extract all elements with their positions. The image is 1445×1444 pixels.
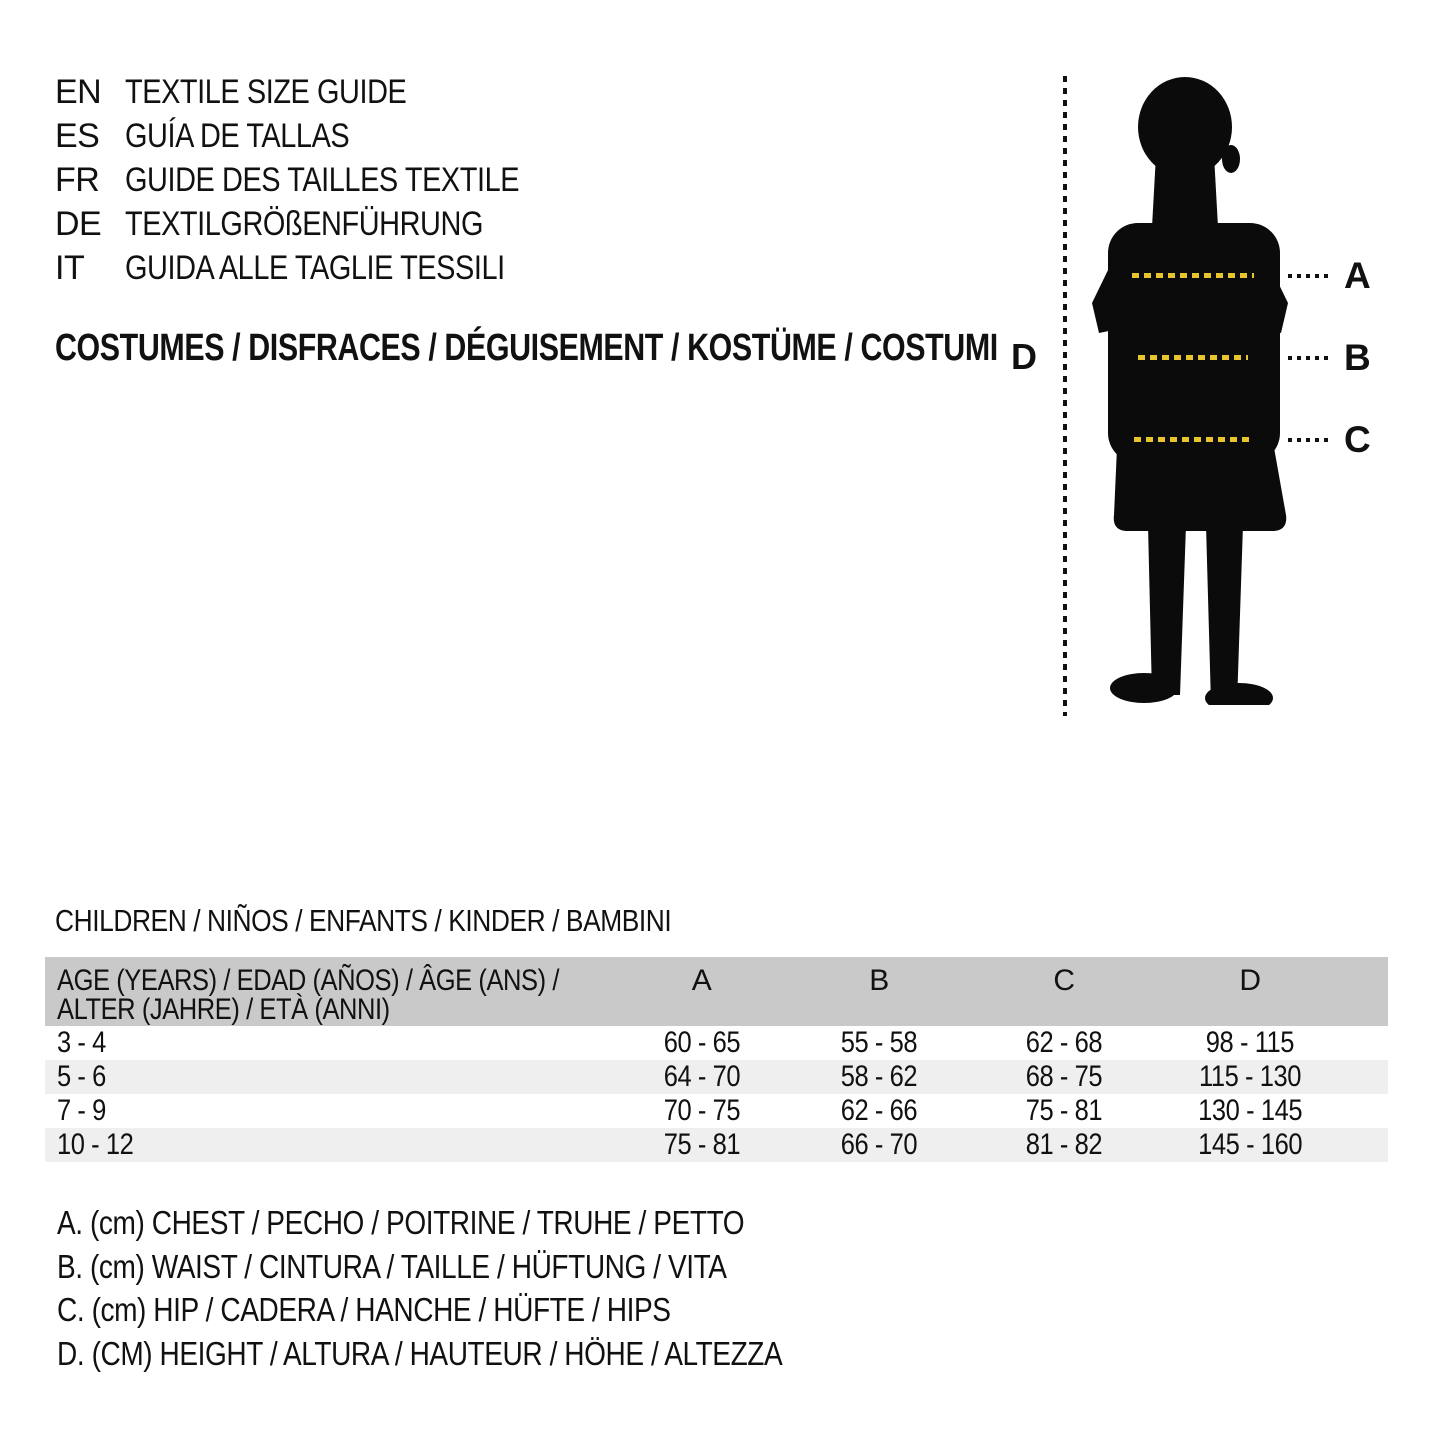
- height-cell: 130 - 145: [1198, 1094, 1302, 1127]
- language-code: DE: [55, 205, 102, 243]
- hip-cell: 75 - 81: [1025, 1094, 1103, 1127]
- table-header-row: [45, 957, 1388, 1026]
- age-cell: 3 - 4: [57, 1026, 106, 1059]
- category-title: COSTUMES / DISFRACES / DÉGUISEMENT / KOSTÜME / COSTUMI: [55, 327, 998, 369]
- language-title: GUÍA DE TALLAS: [125, 117, 350, 155]
- age-column-header: AGE (YEARS) / EDAD (AÑOS) / ÂGE (ANS) / ALTER (JAHRE) / ETÀ (ANNI): [57, 964, 560, 1026]
- age-cell: 7 - 9: [57, 1094, 106, 1127]
- column-header-d: D: [1239, 964, 1261, 997]
- language-title: GUIDA ALLE TAGLIE TESSILI: [125, 249, 505, 287]
- language-code: ES: [55, 117, 100, 155]
- height-cell: 145 - 160: [1198, 1128, 1302, 1161]
- waist-cell: 62 - 66: [840, 1094, 918, 1127]
- height-measure-label: D: [1011, 336, 1037, 377]
- language-row-fr: [55, 158, 589, 202]
- waist-measure-label: B: [1344, 337, 1371, 378]
- language-title-list: [55, 70, 589, 290]
- hip-measure-line: [1134, 437, 1254, 442]
- chest-connector-line: [1288, 274, 1332, 278]
- language-title: GUIDE DES TAILLES TEXTILE: [125, 161, 520, 199]
- chest-measure-line: [1132, 273, 1254, 278]
- waist-measure-line: [1138, 355, 1248, 360]
- age-cell: 5 - 6: [57, 1060, 106, 1093]
- chest-cell: 75 - 81: [663, 1128, 740, 1161]
- language-title: TEXTILGRÖßENFÜHRUNG: [125, 205, 484, 243]
- column-header-b: B: [869, 964, 889, 997]
- chest-cell: 60 - 65: [663, 1026, 740, 1059]
- chest-measure-label: A: [1344, 255, 1371, 296]
- hip-connector-line: [1288, 438, 1332, 442]
- table-row: [45, 1026, 1388, 1060]
- chest-cell: 70 - 75: [663, 1094, 740, 1127]
- hip-measure-label: C: [1344, 419, 1371, 460]
- legend-item-chest: A. (cm) CHEST / PECHO / POITRINE / TRUHE / PETTO: [57, 1204, 745, 1241]
- language-row-it: [55, 246, 589, 290]
- column-header-a: A: [691, 964, 712, 997]
- language-code: IT: [55, 249, 85, 287]
- legend-item-hip: C. (cm) HIP / CADERA / HANCHE / HÜFTE / HIPS: [57, 1291, 671, 1329]
- language-row-en: [55, 70, 589, 114]
- height-dotted-line: [1063, 76, 1067, 716]
- hip-cell: 68 - 75: [1025, 1060, 1103, 1093]
- height-cell: 115 - 130: [1198, 1060, 1302, 1093]
- child-silhouette: [1090, 75, 1290, 705]
- table-row: [45, 1128, 1388, 1162]
- age-cell: 10 - 12: [57, 1128, 134, 1161]
- waist-cell: 55 - 58: [840, 1026, 918, 1059]
- chest-cell: 64 - 70: [663, 1060, 740, 1093]
- waist-connector-line: [1288, 356, 1332, 360]
- measurement-legend: [57, 1201, 910, 1376]
- waist-cell: 58 - 62: [840, 1060, 918, 1093]
- legend-item-waist: B. (cm) WAIST / CINTURA / TAILLE / HÜFTUNG / VITA: [57, 1247, 727, 1285]
- legend-item-height: D. (CM) HEIGHT / ALTURA / HAUTEUR / HÖHE / ALTEZZA: [57, 1335, 783, 1373]
- language-title: TEXTILE SIZE GUIDE: [125, 73, 407, 111]
- waist-cell: 66 - 70: [840, 1128, 918, 1161]
- hip-cell: 62 - 68: [1025, 1026, 1103, 1059]
- language-code: EN: [55, 73, 102, 111]
- language-row-es: [55, 114, 589, 158]
- table-section-title: CHILDREN / NIÑOS / ENFANTS / KINDER / BAMBINI: [55, 903, 672, 938]
- height-cell: 98 - 115: [1205, 1026, 1295, 1059]
- children-size-table: [45, 957, 1388, 1162]
- column-header-c: C: [1053, 964, 1075, 997]
- language-row-de: [55, 202, 589, 246]
- hip-cell: 81 - 82: [1025, 1128, 1103, 1161]
- table-row: [45, 1060, 1388, 1094]
- table-row: [45, 1094, 1388, 1128]
- language-code: FR: [55, 161, 100, 199]
